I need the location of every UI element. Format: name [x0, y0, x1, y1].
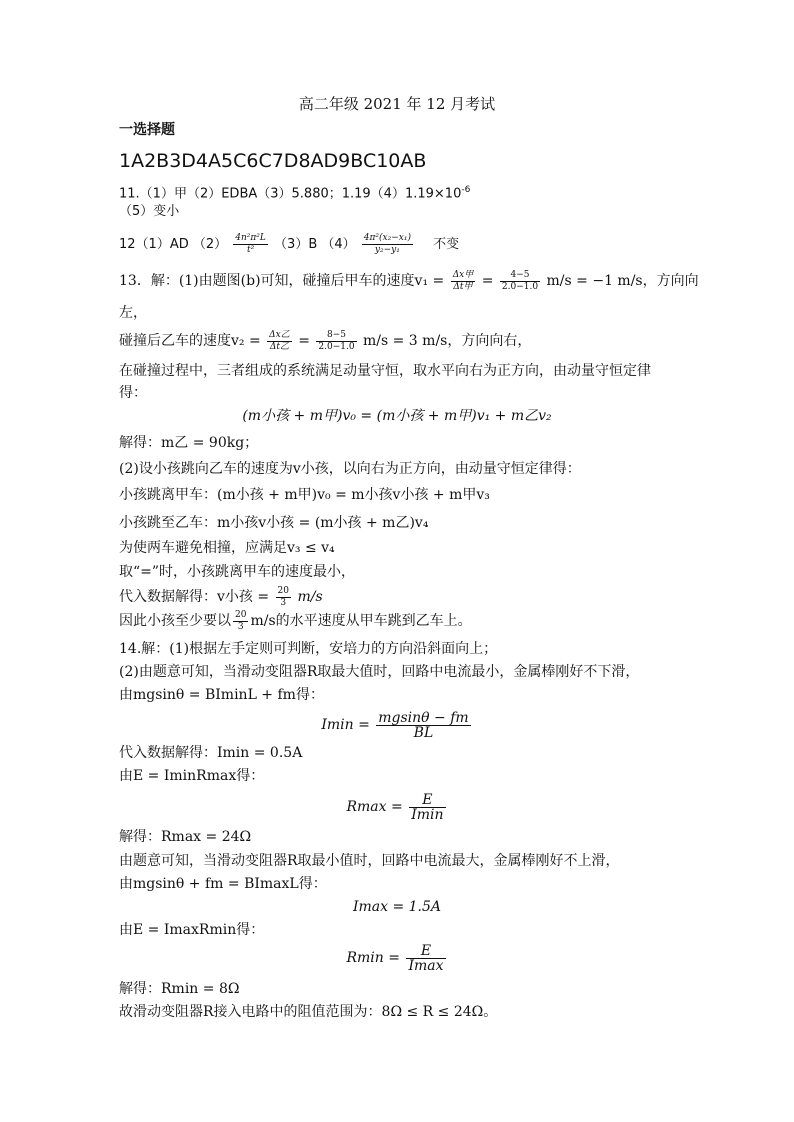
q13-l13-frac	[233, 610, 248, 633]
answer-key: 1A2B3D4A5C6C7D8AD9BC10AB	[119, 150, 427, 172]
den: 2.0−1.0	[501, 281, 539, 292]
equals: =	[298, 333, 310, 349]
q13-l1-tail: m/s = −1 m/s，方向向	[546, 273, 699, 289]
q13-line-3	[119, 326, 531, 356]
q13-l1-frac-2	[500, 270, 540, 293]
den: Δt甲	[453, 281, 473, 292]
q13-line-8: 小孩跳离甲车：(m小孩 + m甲)v₀ = m小孩v小孩 + m甲v₃	[119, 487, 490, 503]
num: mgsinθ − fm	[378, 709, 469, 726]
q13-l13-tail: m/s的水平速度从甲车跳到乙车上。	[250, 613, 472, 629]
q13-line-11: 取“=”时，小孩跳离甲车的速度最小，	[119, 564, 356, 580]
q14-line-6: 解得：Rmax = 24Ω	[119, 829, 252, 845]
q14-line-4: 代入数据解得：Imin = 0.5A	[119, 745, 303, 761]
q13-l12-unit: m/s	[297, 589, 323, 605]
q14-line-9: 由E = ImaxRmin得：	[119, 922, 265, 938]
num: 20	[277, 585, 289, 596]
q14-line-3: 由mgsinθ = BIminL + fm得：	[119, 687, 324, 703]
q11-line-1	[119, 180, 470, 204]
q13-l1-text: 13．解：(1)由题图(b)可知，碰撞后甲车的速度v₁ =	[119, 273, 445, 289]
q12-part1: 12（1）AD （2）	[119, 237, 228, 252]
lhs: Rmin =	[346, 950, 400, 966]
q14-e2-frac	[409, 793, 445, 822]
q12-f2-num: 4π²(x₂−x₁)	[363, 233, 411, 243]
q13-line-5: 得：	[119, 385, 147, 401]
q13-line-7: (2)设小孩跳向乙车的速度为v小孩，以向右为正方向，由动量守恒定律得：	[119, 461, 581, 477]
den: 3	[237, 621, 244, 632]
q14-equation-rmin	[0, 938, 794, 978]
q13-line-1	[119, 266, 699, 296]
q14-equation-rmax	[0, 787, 794, 827]
q13-l3-text: 碰撞后乙车的速度v₂ =	[119, 333, 261, 349]
q13-equation-1: (m小孩 + m甲)v₀ = (m小孩 + m甲)v₁ + m乙v₂	[242, 408, 552, 424]
q13-line-4: 在碰撞过程中，三者组成的系统满足动量守恒，取水平向右为正方向，由动量守恒定律	[119, 363, 651, 379]
q13-l3-frac-1	[267, 330, 292, 353]
q14-line-10: 解得：Rmin = 8Ω	[119, 981, 240, 997]
q12-part2: （3）B （4）	[274, 237, 356, 252]
q14-line-5: 由E = IminRmax得：	[119, 768, 265, 784]
den: BL	[413, 724, 434, 741]
q13-line-6: 解得：m乙 = 90kg；	[119, 435, 259, 451]
page-title: 高二年级 2021 年 12 月考试	[298, 95, 496, 113]
q14-line-2: (2)由题意可知，当滑动变阻器R取最大值时，回路中电流最小，金属棒刚好不下滑，	[119, 664, 640, 680]
q11-line-2: （5）变小	[119, 204, 180, 219]
num: 20	[235, 609, 247, 620]
q13-line-9: 小孩跳至乙车：m小孩v小孩 = (m小孩 + m乙)v₄	[119, 515, 429, 531]
q12-fraction-1	[233, 233, 268, 256]
q14-equation-imin	[0, 707, 794, 743]
q14-e1-frac	[376, 711, 470, 740]
den: 2.0−1.0	[318, 341, 355, 352]
q13-l3-frac-2	[316, 330, 356, 353]
q12-f1-den: t²	[246, 245, 255, 255]
q13-l12-text: 代入数据解得：v小孩 =	[119, 589, 270, 605]
num: Δx乙	[269, 329, 290, 340]
q12-f2-den: y₂−y₁	[374, 245, 400, 255]
q13-line-13	[119, 606, 472, 636]
den: Δt乙	[269, 341, 289, 352]
num: E	[406, 944, 445, 959]
lhs: Imin =	[321, 717, 370, 733]
q14-equation-imax: Imax = 1.5A	[352, 899, 442, 915]
q13-l13-text: 因此小孩至少要以	[119, 613, 231, 629]
q14-line-7: 由题意可知，当滑动变阻器R取最小值时，回路中电流最大，金属棒刚好不上滑，	[119, 853, 620, 869]
num: 8−5	[316, 330, 356, 342]
den: 3	[280, 597, 287, 608]
q14-e4-frac	[406, 944, 445, 973]
q14-line-11: 故滑动变阻器R接入电路中的阻值范围为：8Ω ≤ R ≤ 24Ω。	[119, 1004, 498, 1020]
q12-part3: 不变	[433, 237, 460, 252]
q11-exponent: -6	[461, 185, 471, 195]
q12-fraction-2	[362, 233, 413, 256]
q13-line-2: 左，	[119, 305, 147, 321]
den: Imax	[408, 957, 444, 974]
q11-text: 11.（1）甲（2）EDBA（3）5.880；1.19（4）1.19×10	[119, 186, 462, 202]
q13-l1-frac-1	[451, 270, 476, 293]
den: Imin	[411, 806, 444, 823]
q14-line-8: 由mgsinθ + fm = BImaxL得：	[119, 876, 327, 892]
q13-line-10: 为使两车避免相撞，应满足v₃ ≤ v₄	[119, 540, 335, 556]
q13-l3-tail: m/s = 3 m/s，方向向右，	[363, 333, 532, 349]
section-heading: 一选择题	[119, 122, 175, 138]
q14-line-1: 14.解：(1)根据左手定则可判断，安培力的方向沿斜面向上；	[119, 641, 498, 657]
num: 4−5	[500, 270, 540, 282]
q12-line	[119, 230, 459, 260]
num: E	[409, 793, 445, 808]
q12-f1-num: 4n²π²L	[235, 233, 266, 243]
equals: =	[481, 273, 494, 289]
num: Δx甲	[452, 269, 474, 280]
lhs: Rmax =	[346, 799, 403, 815]
